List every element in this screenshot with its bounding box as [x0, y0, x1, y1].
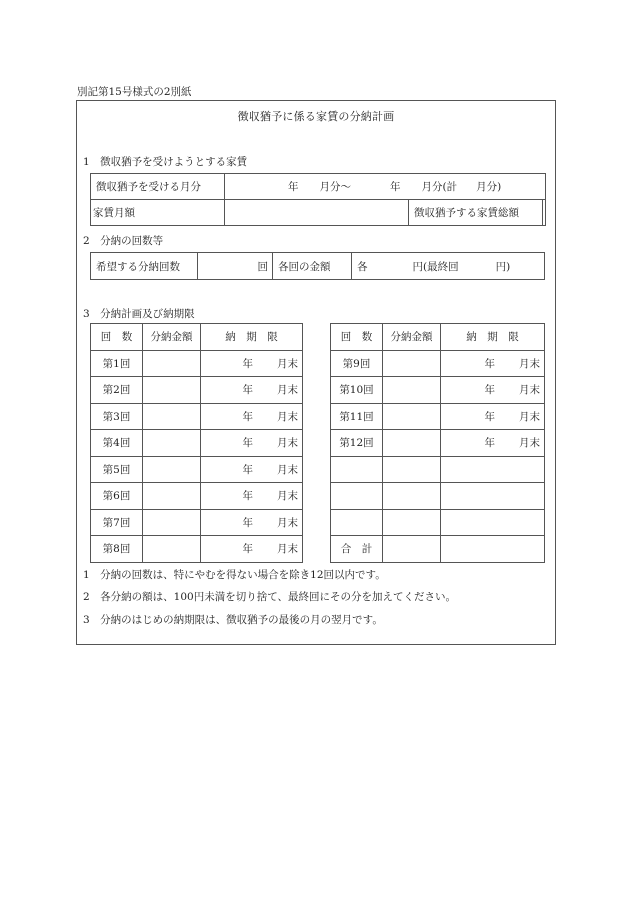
- installment-number: 第4回: [91, 430, 143, 457]
- installment-number: 第8回: [91, 536, 143, 563]
- installment-amount-field[interactable]: [143, 456, 201, 483]
- schedule-row: [331, 430, 545, 457]
- col-deadline-header: 納 期 限: [441, 324, 545, 351]
- installment-number: 第12回: [331, 430, 383, 457]
- installment-amount-field[interactable]: [383, 377, 441, 404]
- schedule-row: [331, 377, 545, 404]
- schedule-row: [331, 456, 545, 483]
- installment-count-row: [91, 253, 545, 280]
- deferral-period-row: [91, 174, 546, 200]
- deferral-period-field[interactable]: [225, 174, 546, 200]
- deadline-month-end: 月末: [519, 357, 540, 370]
- deferred-rent-table: [90, 173, 546, 226]
- installment-amount-label: 各回の金額: [273, 253, 352, 280]
- schedule-row: [91, 483, 303, 510]
- deadline-field[interactable]: [201, 403, 303, 430]
- deadline-month-end: 月末: [277, 516, 298, 529]
- installment-number: 第10回: [331, 377, 383, 404]
- deadline-month-end: 月末: [277, 410, 298, 423]
- period-month-2: 月分(計: [421, 181, 458, 193]
- section-1-heading: 1 徴収猶予を受けようとする家賃: [83, 156, 248, 168]
- deadline-year: 年: [242, 437, 253, 450]
- installment-amount-field[interactable]: [383, 403, 441, 430]
- schedule-row: [331, 483, 545, 510]
- total-label: 合 計: [331, 536, 383, 563]
- deadline-month-end: 月末: [277, 463, 298, 476]
- installment-amount-field[interactable]: [143, 350, 201, 377]
- schedule-row: [91, 377, 303, 404]
- amount-last-close: 円): [495, 260, 511, 273]
- monthly-rent-label: 家賃月額: [91, 200, 225, 226]
- schedule-row: [331, 350, 545, 377]
- deadline-year: 年: [242, 463, 253, 476]
- col-amount-header: 分納金額: [143, 324, 201, 351]
- installment-amount-field[interactable]: [143, 509, 201, 536]
- deadline-field[interactable]: [201, 509, 303, 536]
- deadline-field[interactable]: [201, 536, 303, 563]
- deadline-year: 年: [484, 384, 495, 397]
- deadline-field[interactable]: [201, 430, 303, 457]
- deferral-month-label: 徴収猶予を受ける月分: [91, 174, 225, 200]
- note-2: 2 各分納の額は、100円未満を切り捨て、最終回にその分を加えてください。: [83, 591, 457, 603]
- schedule-row: [331, 509, 545, 536]
- installment-amount-field[interactable]: [143, 483, 201, 510]
- deadline-month-end: 月末: [277, 437, 298, 450]
- blank-number-cell: [331, 509, 383, 536]
- total-row: [331, 536, 545, 563]
- amount-each: 各: [357, 260, 368, 273]
- amount-yen-last: 円(最終回: [412, 260, 459, 273]
- deadline-field[interactable]: [441, 350, 545, 377]
- blank-deadline-cell: [441, 483, 545, 510]
- schedule-row: [91, 403, 303, 430]
- installment-number: 第1回: [91, 350, 143, 377]
- schedule-header-row: [91, 324, 303, 351]
- installment-number: 第9回: [331, 350, 383, 377]
- installment-amount-field[interactable]: [143, 536, 201, 563]
- col-amount-header: 分納金額: [383, 324, 441, 351]
- installment-number: 第6回: [91, 483, 143, 510]
- total-blank-cell: [441, 536, 545, 563]
- total-amount-field[interactable]: [383, 536, 441, 563]
- installment-count-label: 希望する分納回数: [91, 253, 198, 280]
- blank-deadline-cell: [441, 509, 545, 536]
- deadline-year: 年: [242, 490, 253, 503]
- schedule-row: [331, 403, 545, 430]
- deadline-year: 年: [242, 516, 253, 529]
- installment-count-table: [90, 252, 545, 280]
- schedule-header-row: [331, 324, 545, 351]
- schedule-row: [91, 350, 303, 377]
- installment-number: 第3回: [91, 403, 143, 430]
- deadline-field[interactable]: [201, 377, 303, 404]
- deadline-month-end: 月末: [519, 384, 540, 397]
- period-month-1: 月分～: [319, 181, 351, 193]
- schedule-table-right: [330, 323, 545, 563]
- period-year-2: 年: [390, 181, 401, 193]
- blank-amount-cell: [383, 509, 441, 536]
- blank-deadline-cell: [441, 456, 545, 483]
- deadline-field[interactable]: [441, 403, 545, 430]
- installment-amount-field[interactable]: [352, 253, 545, 280]
- form-number-label: 別記第15号様式の2別紙: [77, 86, 192, 98]
- installment-number: 第7回: [91, 509, 143, 536]
- deadline-year: 年: [242, 384, 253, 397]
- deadline-month-end: 月末: [277, 357, 298, 370]
- installment-amount-field[interactable]: [143, 430, 201, 457]
- installment-amount-field[interactable]: [143, 403, 201, 430]
- deadline-year: 年: [242, 410, 253, 423]
- installment-amount-field[interactable]: [383, 350, 441, 377]
- blank-number-cell: [331, 456, 383, 483]
- blank-amount-cell: [383, 456, 441, 483]
- deadline-year: 年: [484, 357, 495, 370]
- deadline-month-end: 月末: [277, 384, 298, 397]
- deadline-field[interactable]: [441, 430, 545, 457]
- deadline-field[interactable]: [201, 456, 303, 483]
- section-3-heading: 3 分納計画及び納期限: [83, 308, 195, 320]
- installment-count-unit: 回: [257, 260, 268, 273]
- schedule-table-left: [90, 323, 303, 563]
- col-count-header: 回 数: [331, 324, 383, 351]
- document-title: 徴収猶予に係る家賃の分納計画: [237, 110, 395, 123]
- deadline-year: 年: [242, 543, 253, 556]
- schedule-row: [91, 430, 303, 457]
- note-1: 1 分納の回数は、特にやむを得ない場合を除き12回以内です。: [83, 569, 386, 581]
- deadline-month-end: 月末: [277, 490, 298, 503]
- installment-number: 第5回: [91, 456, 143, 483]
- deadline-month-end: 月末: [519, 437, 540, 450]
- total-deferred-rent-field[interactable]: [543, 200, 546, 226]
- deadline-field[interactable]: [441, 377, 545, 404]
- deadline-field[interactable]: [201, 350, 303, 377]
- deadline-year: 年: [484, 437, 495, 450]
- deadline-month-end: 月末: [519, 410, 540, 423]
- total-deferred-rent-label: 徴収猶予する家賃総額: [409, 200, 543, 226]
- monthly-rent-field[interactable]: [225, 200, 409, 226]
- deadline-month-end: 月末: [277, 543, 298, 556]
- installment-amount-field[interactable]: [143, 377, 201, 404]
- blank-number-cell: [331, 483, 383, 510]
- rent-amount-row: [91, 200, 546, 226]
- deadline-field[interactable]: [201, 483, 303, 510]
- schedule-row: [91, 509, 303, 536]
- schedule-row: [91, 536, 303, 563]
- period-year-1: 年: [288, 181, 299, 193]
- installment-count-field[interactable]: [198, 253, 273, 280]
- col-deadline-header: 納 期 限: [201, 324, 303, 351]
- deadline-year: 年: [484, 410, 495, 423]
- installment-amount-field[interactable]: [383, 430, 441, 457]
- installment-number: 第2回: [91, 377, 143, 404]
- section-2-heading: 2 分納の回数等: [83, 235, 164, 247]
- installment-number: 第11回: [331, 403, 383, 430]
- schedule-row: [91, 456, 303, 483]
- col-count-header: 回 数: [91, 324, 143, 351]
- blank-amount-cell: [383, 483, 441, 510]
- period-total: 月分): [476, 181, 502, 193]
- note-3: 3 分納のはじめの納期限は、徴収猶予の最後の月の翌月です。: [83, 614, 383, 626]
- deadline-year: 年: [242, 357, 253, 370]
